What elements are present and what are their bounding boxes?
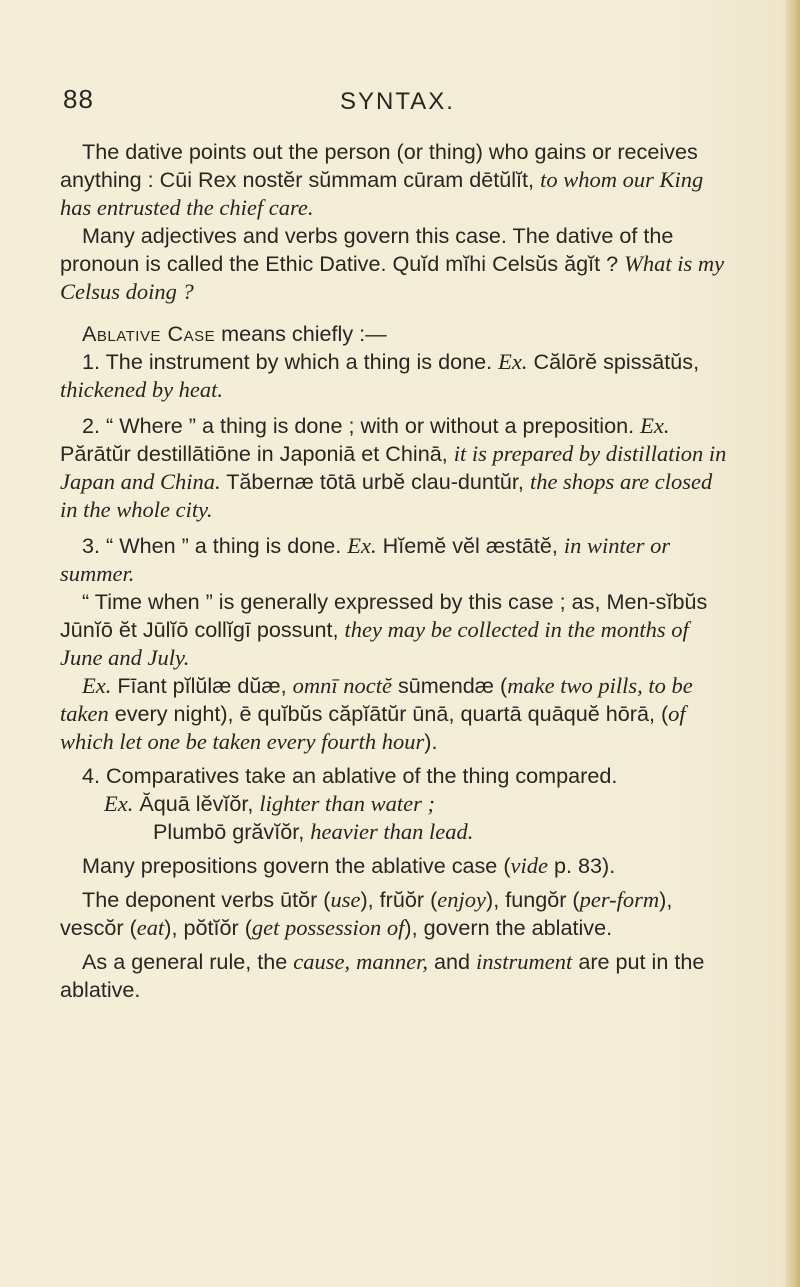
deponent-paragraph: The deponent verbs ūtŏr (use), frŭŏr (enjoy), fungŏr (per-form), vescŏr (eat), pŏtĭŏr (get possession of), govern the ablative. xyxy=(60,887,673,940)
ablative-item-4: 4. Comparatives take an ablative of the thing compared. xyxy=(82,763,618,788)
prepositions-paragraph: Many prepositions govern the ablative case (vide p. 83). xyxy=(82,853,616,878)
paragraph-dative: The dative points out the person (or thing) who gains or receives anything : Cūi Rex nostĕr sŭmmam cūram dētŭlĭt, to whom our King has entrusted the chief care. xyxy=(60,139,704,220)
ablative-item-2: 2. “ Where ” a thing is done ; with or without a preposition. Ex. Părātŭr destillātiōne in Japoniā et Chinā, it is prepared by distillation in Japan and China. Tăbernæ tōtā urbĕ clau-duntŭr, the shops are closed in the whole city. xyxy=(60,413,727,522)
comparative-example-1: Ex. Ăquā lĕvĭŏr, lighter than water ; xyxy=(104,791,436,816)
page-number: 88 xyxy=(63,84,94,114)
ablative-item-1: 1. The instrument by which a thing is done. Ex. Călōrĕ spissātŭs, thickened by heat. xyxy=(60,349,700,402)
ablative-item-3: 3. “ When ” a thing is done. Ex. Hĭemĕ vĕl æstātĕ, in winter or summer. xyxy=(60,533,671,586)
comparative-example-2: Plumbō grăvĭŏr, heavier than lead. xyxy=(153,819,474,844)
general-rule-paragraph: As a general rule, the cause, manner, and instrument are put in the ablative. xyxy=(60,949,705,1002)
ablative-heading: Ablative Case means chiefly :— xyxy=(82,321,387,346)
time-when-paragraph: “ Time when ” is generally expressed by this case ; as, Men-sĭbŭs Jūnĭō ĕt Jūlĭō collĭgī possunt, they may be collected in the months of June and July. xyxy=(60,589,708,670)
page-edge xyxy=(786,0,800,1287)
body-text xyxy=(60,138,730,1004)
pills-example: Ex. Fīant pĭlŭlæ dŭæ, omnī noctĕ sūmendæ (make two pills, to be taken every night), ē quĭbŭs căpĭātŭr ūnā, quartā quāquĕ hōrā, (of which let one be taken every fourth hour). xyxy=(60,673,693,754)
running-head: SYNTAX. xyxy=(340,88,455,115)
paragraph-ethic-dative: Many adjectives and verbs govern this case. The dative of the pronoun is called the Ethic Dative. Quĭd mĭhi Celsŭs ăgĭt ? What is my Celsus doing ? xyxy=(60,223,725,304)
